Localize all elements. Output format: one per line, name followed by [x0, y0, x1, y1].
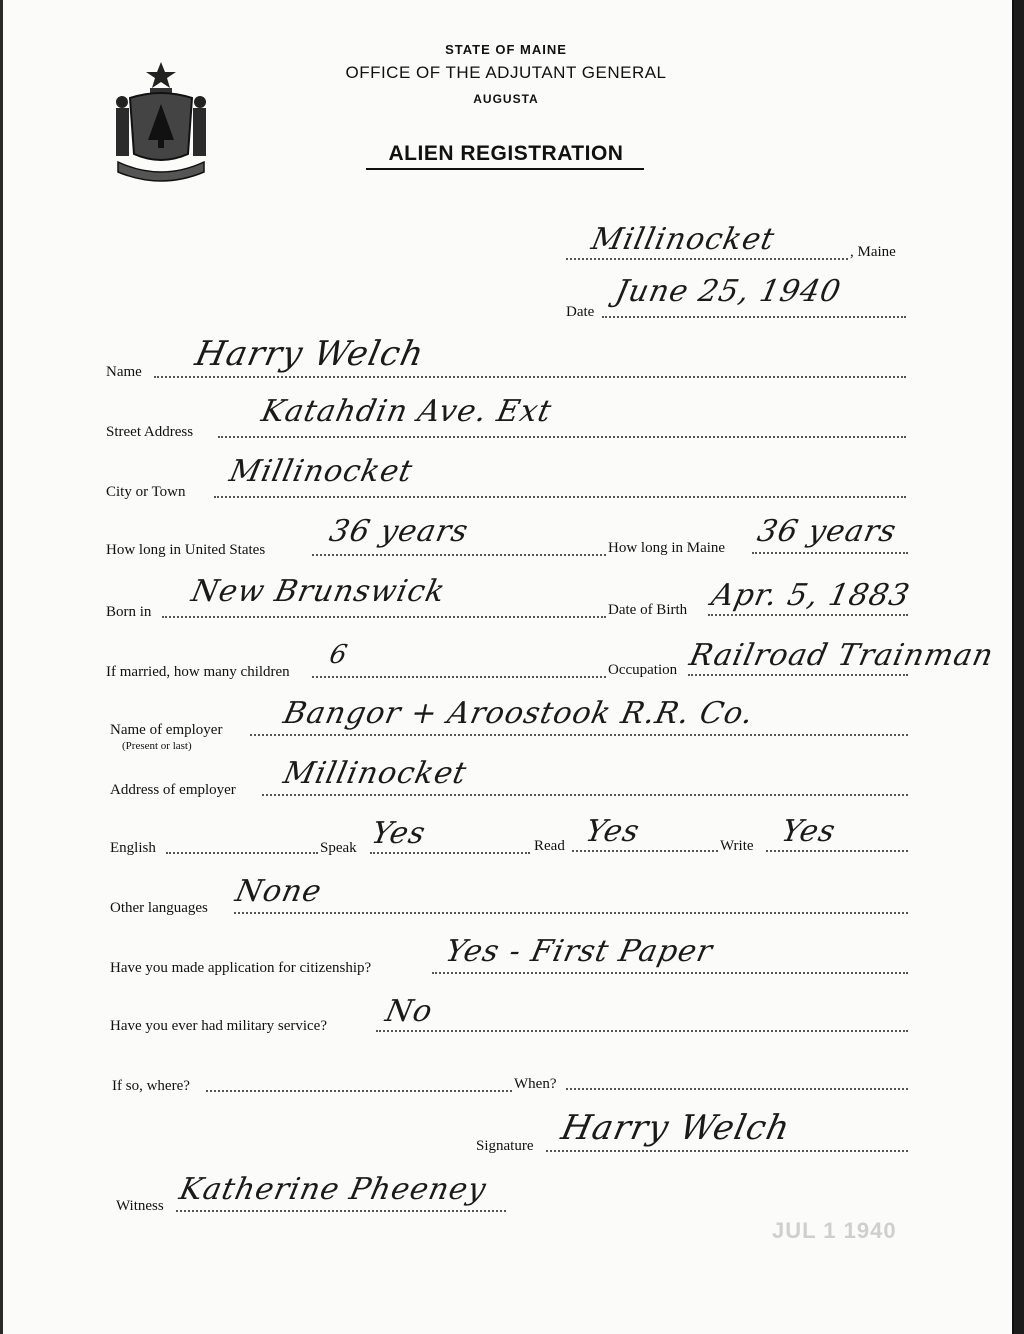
name-line — [154, 376, 906, 378]
signature-label: Signature — [476, 1138, 534, 1154]
speak-label: Speak — [320, 840, 357, 856]
date-label: Date — [566, 304, 595, 320]
born-in-label: Born in — [106, 604, 152, 620]
street-label: Street Address — [106, 424, 194, 440]
read-line — [572, 850, 718, 852]
date-of-birth-value: Apr. 5, 1883 — [708, 578, 914, 613]
signature-value: Harry Welch — [557, 1108, 794, 1148]
name-value: Harry Welch — [191, 334, 428, 374]
title-underline — [366, 168, 644, 170]
children-line — [312, 676, 606, 678]
when-label: When? — [514, 1076, 557, 1092]
witness-value: Katherine Pheeney — [176, 1172, 490, 1207]
street-value: Katahdin Ave. Ext — [258, 394, 556, 429]
how-long-maine-line — [752, 552, 908, 554]
born-in-line — [162, 616, 606, 618]
town-line — [566, 258, 848, 260]
occupation-label: Occupation — [608, 662, 678, 678]
how-long-maine-label: How long in Maine — [608, 540, 726, 556]
military-value: No — [382, 994, 437, 1029]
maine-label: , Maine — [850, 244, 896, 260]
english-line — [166, 852, 318, 854]
write-value: Yes — [778, 814, 840, 849]
employer-line — [250, 734, 908, 736]
state-heading: STATE OF MAINE — [445, 42, 567, 57]
date-line — [602, 316, 906, 318]
signature-line — [546, 1150, 908, 1152]
city-line — [214, 496, 906, 498]
citizenship-label: Have you made application for citizenship? — [110, 960, 372, 976]
employer-label: Name of employer — [110, 722, 223, 738]
occupation-value: Railroad Trainman — [686, 638, 997, 673]
english-label: English — [110, 840, 156, 856]
date-of-birth-line — [708, 614, 908, 616]
date-of-birth-label: Date of Birth — [608, 602, 688, 618]
employer-address-label: Address of employer — [110, 782, 236, 798]
military-label: Have you ever had military service? — [110, 1018, 327, 1034]
employer-address-line — [262, 794, 908, 796]
town-value: Millinocket — [588, 222, 779, 257]
citizenship-value: Yes - First Paper — [442, 934, 717, 969]
how-long-us-value: 36 years — [326, 514, 472, 549]
when-line — [566, 1088, 908, 1090]
citizenship-line — [432, 972, 908, 974]
other-languages-label: Other languages — [110, 900, 208, 916]
employer-address-value: Millinocket — [280, 756, 471, 791]
military-line — [376, 1030, 908, 1032]
how-long-us-line — [312, 554, 606, 556]
children-label: If married, how many children — [106, 664, 290, 680]
received-stamp: JUL 1 1940 — [772, 1218, 897, 1243]
where-line — [206, 1090, 512, 1092]
read-label: Read — [534, 838, 565, 854]
other-languages-value: None — [232, 874, 326, 909]
city-label: City or Town — [106, 484, 186, 500]
witness-line — [176, 1210, 506, 1212]
read-value: Yes — [582, 814, 644, 849]
how-long-us-label: How long in United States — [106, 542, 266, 558]
occupation-line — [688, 674, 908, 676]
date-value: June 25, 1940 — [612, 274, 845, 309]
scan-edge-right — [1014, 0, 1024, 1334]
employer-value: Bangor + Aroostook R.R. Co. — [280, 696, 758, 731]
speak-value: Yes — [368, 816, 430, 851]
speak-line — [370, 852, 530, 854]
witness-label: Witness — [116, 1198, 164, 1214]
children-value: 6 — [326, 640, 351, 670]
city-heading: AUGUSTA — [473, 92, 539, 106]
write-label: Write — [720, 838, 754, 854]
where-label: If so, where? — [112, 1078, 190, 1094]
name-label: Name — [106, 364, 142, 380]
other-languages-line — [234, 912, 908, 914]
born-in-value: New Brunswick — [188, 574, 449, 609]
scan-edge-left — [0, 0, 3, 1334]
employer-sub-label: (Present or last) — [122, 740, 192, 752]
write-line — [766, 850, 908, 852]
city-value: Millinocket — [226, 454, 417, 489]
page-title: ALIEN REGISTRATION — [388, 142, 624, 165]
street-line — [218, 436, 906, 438]
how-long-maine-value: 36 years — [754, 514, 900, 549]
office-heading: OFFICE OF THE ADJUTANT GENERAL — [345, 63, 667, 82]
